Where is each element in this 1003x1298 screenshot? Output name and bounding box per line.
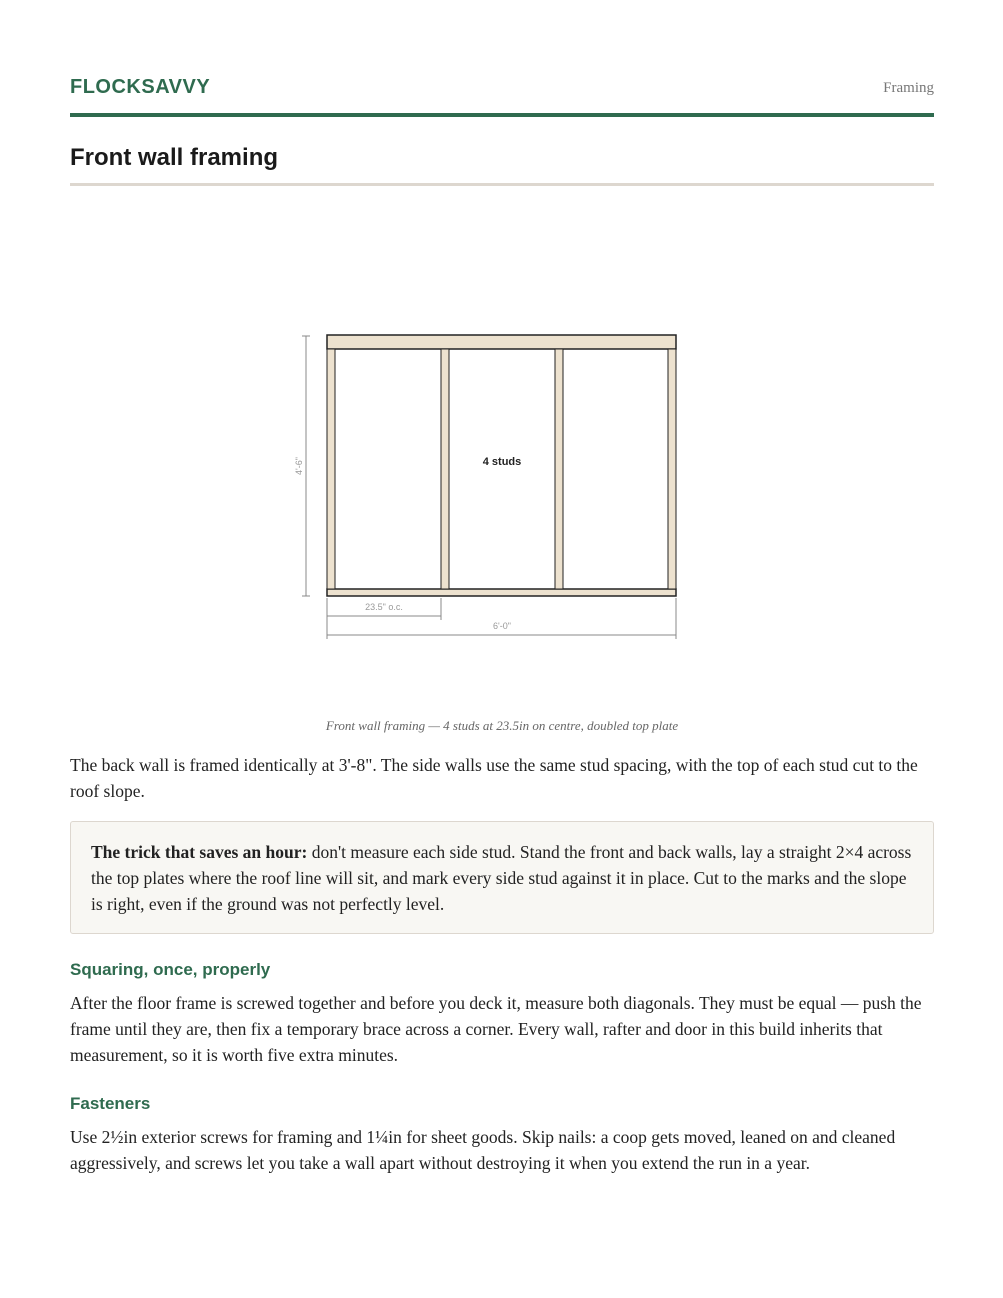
- top-plate: [327, 335, 676, 349]
- callout-lead: The trick that saves an hour:: [91, 842, 308, 862]
- site-header: [70, 72, 934, 104]
- squaring-paragraph: After the floor frame is screwed together and before you deck it, measure both diagonals. They must be equal — push the frame until they are, then fix a temporary brace across a corner. Every wall, rafter and door in this build inherits that measurement, so it is worth five extra minutes.: [70, 993, 922, 1065]
- stud: [555, 349, 563, 589]
- framing-figure: [70, 196, 934, 716]
- stud: [668, 349, 676, 589]
- spacing-dimension-label: 23.5" o.c.: [365, 602, 403, 612]
- stud: [327, 349, 335, 589]
- brand-logo[interactable]: FLOCKSAVVY: [70, 76, 211, 98]
- height-dimension-label: 4'-6": [294, 457, 304, 475]
- fasteners-heading: Fasteners: [70, 1094, 151, 1113]
- page-title: Front wall framing: [70, 144, 279, 171]
- fasteners-paragraph: Use 2½in exterior screws for framing and 1¼in for sheet goods. Skip nails: a coop gets moved, leaned on and cleaned aggressively, and screws let you take a wall apart without destroying it when you extend the run in a year.: [70, 1127, 896, 1173]
- intro-paragraph: The back wall is framed identically at 3'-8". The side walls use the same stud spacing, with the top of each stud cut to the roof slope.: [70, 755, 918, 801]
- tip-callout: [70, 821, 934, 934]
- section-label: Framing: [883, 80, 934, 96]
- wall-framing-diagram: [70, 196, 934, 716]
- figure-caption: Front wall framing — 4 studs at 23.5in on centre, doubled top plate: [325, 718, 679, 733]
- header-divider: [70, 113, 934, 117]
- width-dimension-label: 6'-0": [493, 621, 511, 631]
- bottom-plate: [327, 589, 676, 596]
- title-divider: [70, 183, 934, 186]
- callout-text: [91, 839, 913, 917]
- stud: [441, 349, 449, 589]
- squaring-heading: Squaring, once, properly: [70, 960, 271, 979]
- callout-body: don't measure each side stud. Stand the front and back walls, lay a straight 2×4 across the top plates where the roof line will sit, and mark every side stud against it in place. Cut to the marks and the slope is right, even if the ground was not perfectly level.: [91, 842, 912, 914]
- stud-count-label: 4 studs: [482, 456, 522, 468]
